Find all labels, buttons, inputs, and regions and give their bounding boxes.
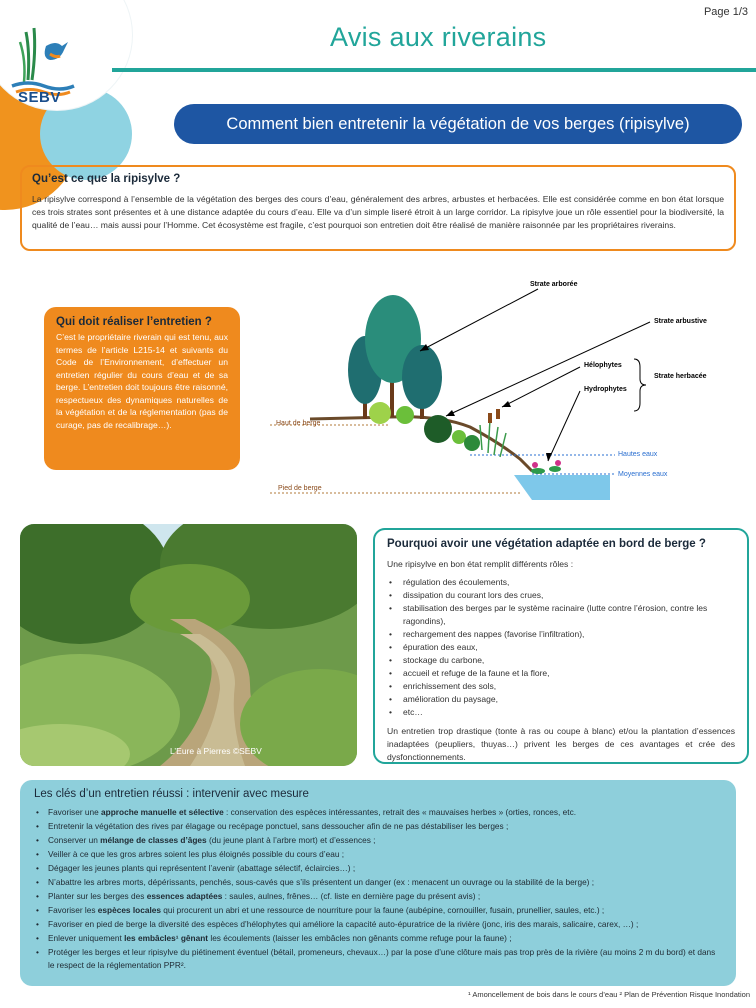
who-maintains-box bbox=[44, 307, 240, 470]
river-photo-image bbox=[20, 524, 357, 766]
page-number: Page 1/3 bbox=[703, 6, 748, 18]
riverbank-diagram bbox=[270, 275, 756, 505]
list-item: • Entretenir la végétation des rives par élagage ou recépage ponctuel, sans dessoucher afin de ne pas déstabiliser les berges ; bbox=[34, 820, 722, 833]
list-item: • Veiller à ce que les gros arbres soient les plus éloignés possible du cours d’eau ; bbox=[34, 848, 722, 861]
list-item: • Protéger les berges et leur ripisylve du piétinement éventuel (bétail, promeneurs, chevaux…) par la pose d’une clôture mais pas trop près de la rivière (au moins 2 m du bord) et dans le respect de la réglementation PPR². bbox=[34, 946, 722, 972]
label-pied-de-berge: Pied de berge bbox=[278, 485, 322, 492]
list-item: • Favoriser les espèces locales qui procurent un abri et une ressource de nourriture pour la faune (aubépine, cornouiller, fusain, prunellier, saules, etc.) ; bbox=[34, 904, 722, 917]
why-intro: Une ripisylve en bon état remplit différents rôles : bbox=[387, 559, 574, 569]
why-list bbox=[387, 576, 735, 719]
label-strate-arboree: Strate arborée bbox=[530, 281, 578, 288]
list-item: • épuration des eaux, bbox=[387, 641, 735, 654]
list-item: • etc… bbox=[387, 706, 735, 719]
label-strate-herbacee: Strate herbacée bbox=[654, 373, 707, 380]
shrub-1 bbox=[369, 402, 391, 424]
shrub-3 bbox=[424, 415, 452, 443]
label-haut-de-berge: Haut de berge bbox=[276, 420, 321, 427]
why-conclusion: Un entretien trop drastique (tonte à ras ou coupe à blanc) et/ou la plantation d’essences inadaptées (peupliers, thuyas…) privent les berges de ces avantages et crée des dysfonctionnements. bbox=[387, 726, 735, 762]
water-body bbox=[514, 475, 610, 500]
label-strate-arbustive: Strate arbustive bbox=[654, 318, 707, 325]
water-flower-1 bbox=[532, 462, 538, 468]
why-title: Pourquoi avoir une végétation adaptée en bord de berge ? bbox=[387, 538, 706, 550]
list-item: • Conserver un mélange de classes d’âges (du jeune plant à l’arbre mort) et d’essences ; bbox=[34, 834, 722, 847]
list-item: • Enlever uniquement les embâcles¹ gênant les écoulements (laisser les embâcles non gênants comme refuge pour la faune) ; bbox=[34, 932, 722, 945]
bank-ground bbox=[310, 417, 532, 489]
list-item: • N’abattre les arbres morts, dépérissants, penchés, sous-cavés que s’ils présentent un danger (ex : menacent un ouvrage ou la stabilité de la berge) ; bbox=[34, 876, 722, 889]
tree-canopy-right bbox=[402, 345, 442, 409]
who-title: Qui doit réaliser l’entretien ? bbox=[56, 316, 212, 328]
list-item: • Dégager les jeunes plants qui représentent l’avenir (abattage sélectif, éclaircies…) ; bbox=[34, 862, 722, 875]
ripisylve-definition-box bbox=[20, 165, 736, 251]
list-item: • amélioration du paysage, bbox=[387, 693, 735, 706]
page-title: Avis aux riverains bbox=[330, 22, 547, 52]
arrow-strate-arbustive bbox=[446, 322, 650, 416]
list-item: • dissipation du courant lors des crues, bbox=[387, 589, 735, 602]
label-hautes-eaux: Hautes eaux bbox=[618, 451, 658, 458]
list-item: • enrichissement des sols, bbox=[387, 680, 735, 693]
label-moyennes-eaux: Moyennes eaux bbox=[618, 471, 668, 478]
keys-title: Les clés d’un entretien réussi : intervenir avec mesure bbox=[34, 788, 309, 800]
list-item: • Planter sur les berges des essences adaptées : saules, aulnes, frênes… (cf. liste en dernière page du présent avis) ; bbox=[34, 890, 722, 903]
logo-text: SEBV bbox=[18, 89, 61, 106]
title-divider bbox=[112, 68, 756, 72]
list-item: • stockage du carbone, bbox=[387, 654, 735, 667]
arrow-strate-arboree bbox=[420, 289, 538, 351]
list-item: • accueil et refuge de la faune et la flore, bbox=[387, 667, 735, 680]
footnote: ¹ Amoncellement de bois dans le cours d’eau ² Plan de Prévention Risque Inondation bbox=[468, 990, 750, 999]
list-item: • régulation des écoulements, bbox=[387, 576, 735, 589]
list-item: • Favoriser une approche manuelle et sélective : conservation des espèces intéressantes, retrait des « mauvaises herbes » (orties, ronces, etc. bbox=[34, 806, 722, 819]
shrub-2 bbox=[396, 406, 414, 424]
keys-list bbox=[34, 806, 722, 972]
ripisylve-title: Qu’est ce que la ripisylve ? bbox=[32, 173, 181, 185]
arrow-helophytes bbox=[502, 367, 580, 407]
cattail-1 bbox=[488, 413, 492, 423]
shrub-5 bbox=[464, 435, 480, 451]
list-item: • stabilisation des berges par le système racinaire (lutte contre l’érosion, contre les ragondins), bbox=[387, 602, 735, 628]
cattail-2 bbox=[496, 409, 500, 419]
photo-caption: L’Eure à Pierres ©SEBV bbox=[170, 746, 262, 756]
water-flower-2 bbox=[555, 460, 561, 466]
keys-box bbox=[20, 780, 736, 986]
arrow-hydrophytes bbox=[548, 391, 580, 461]
label-hydrophytes: Hydrophytes bbox=[584, 386, 627, 393]
subtitle-banner bbox=[174, 104, 742, 144]
arrow-head-helophytes bbox=[502, 401, 511, 407]
shrub-4 bbox=[452, 430, 466, 444]
why-vegetation-box bbox=[373, 528, 749, 764]
ripisylve-text: La ripisylve correspond à l’ensemble de la végétation des berges des cours d’eau, généralement des arbres, arbustes et herbacées. Elle est considérée comme en bon état lorsque ces trois strates sont présentes et à une distance adaptée du cours d’eau. Elle va d’un simple liseré étroit à un large corridor. La ripisylve joue un rôle essentiel pour la biodiversité, la qualité de l’eau… mais aussi pour l’Homme. Cet écosystème est fragile, c’est pourquoi son entretien doit être réalisé de manière raisonnée par les propriétaires riverains. bbox=[32, 194, 724, 230]
list-item: • Favoriser en pied de berge la diversité des espèces d’hélophytes qui améliore la capacité auto-épuratrice de la rivière (jonc, iris des marais, salicaire, carex, …) ; bbox=[34, 918, 722, 931]
brace-herbacee bbox=[634, 359, 646, 411]
label-helophytes: Hélophytes bbox=[584, 362, 622, 369]
who-text: C’est le propriétaire riverain qui est tenu, aux termes de l’article L215-14 et suivants du Code de l’Environnement, d’effectuer un entretien régulier du cours d’eau et de sa berge. L’entretien doit toujours être raisonné, respectueux des dynamiques naturelles de la végétation et de la réglementation (pas de curage, pas de recalibrage…). bbox=[56, 332, 228, 430]
list-item: • rechargement des nappes (favorise l’infiltration), bbox=[387, 628, 735, 641]
subtitle-text: Comment bien entretenir la végétation de vos berges (ripisylve) bbox=[226, 114, 690, 133]
river-photo bbox=[20, 524, 357, 766]
